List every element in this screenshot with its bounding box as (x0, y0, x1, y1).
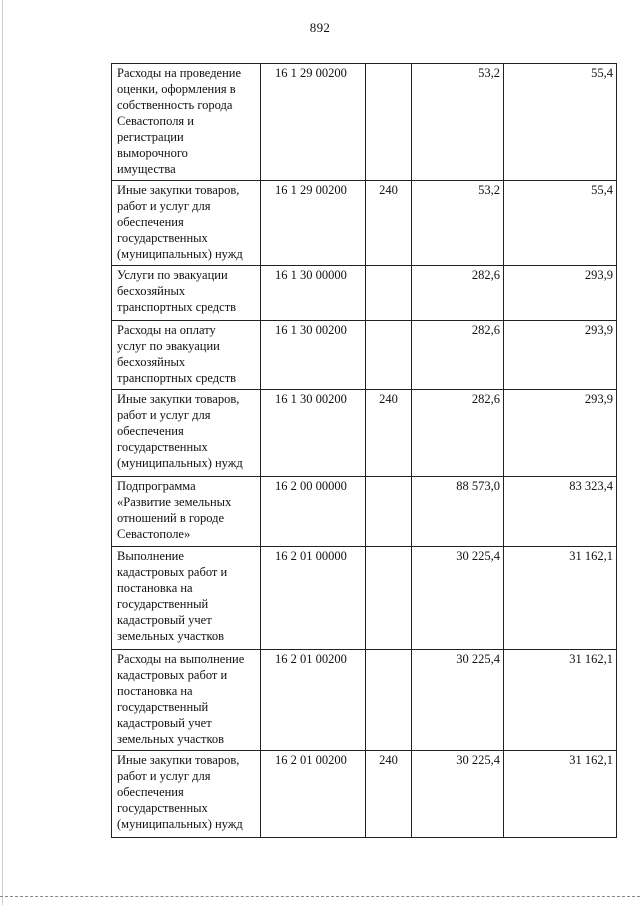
row-value-2: 31 162,1 (504, 547, 617, 650)
row-value-1: 282,6 (412, 321, 504, 390)
table-row (112, 751, 617, 838)
row-name-cell (112, 266, 261, 321)
row-value-2: 55,4 (504, 64, 617, 181)
row-name: Иные закупки товаров, работ и услуг для обеспечения государственных (муниципальных) нужд (117, 392, 243, 470)
row-name: Подпрограмма «Развитие земельных отношений в городе Севастополе» (117, 479, 232, 541)
row-name: Иные закупки товаров, работ и услуг для обеспечения государственных (муниципальных) нужд (117, 753, 243, 831)
row-type: 240 (366, 390, 412, 477)
row-value-1: 30 225,4 (412, 751, 504, 838)
row-value-1: 53,2 (412, 181, 504, 266)
row-value-2: 55,4 (504, 181, 617, 266)
row-code: 16 2 00 00000 (261, 477, 366, 547)
row-name-cell (112, 751, 261, 838)
row-name-cell (112, 477, 261, 547)
row-name-cell (112, 650, 261, 751)
row-value-2: 31 162,1 (504, 650, 617, 751)
budget-table (111, 63, 617, 838)
row-value-1: 88 573,0 (412, 477, 504, 547)
row-name: Расходы на выполнение кадастровых работ и постановка на государственный кадастровый учет земельных участков (117, 652, 245, 746)
table-row (112, 477, 617, 547)
row-type (366, 64, 412, 181)
scan-left-edge (2, 0, 3, 905)
row-value-2: 83 323,4 (504, 477, 617, 547)
row-type (366, 477, 412, 547)
row-value-2: 293,9 (504, 390, 617, 477)
table-row (112, 64, 617, 181)
page-number: 892 (309, 20, 331, 35)
table-row (112, 181, 617, 266)
row-value-1: 282,6 (412, 390, 504, 477)
row-name: Выполнение кадастровых работ и постановка на государственный кадастровый учет земельных участков (117, 549, 228, 643)
row-code: 16 1 30 00200 (261, 321, 366, 390)
row-value-1: 282,6 (412, 266, 504, 321)
row-type: 240 (366, 181, 412, 266)
row-type (366, 547, 412, 650)
table-row (112, 390, 617, 477)
row-type (366, 650, 412, 751)
row-name-cell (112, 321, 261, 390)
scan-bottom-edge (0, 896, 640, 897)
row-name-cell (112, 181, 261, 266)
table-row (112, 266, 617, 321)
row-value-1: 30 225,4 (412, 547, 504, 650)
row-type (366, 266, 412, 321)
row-value-2: 293,9 (504, 266, 617, 321)
row-code: 16 1 30 00200 (261, 390, 366, 477)
row-code: 16 2 01 00200 (261, 751, 366, 838)
row-code: 16 2 01 00000 (261, 547, 366, 650)
table-row (112, 547, 617, 650)
row-name-cell (112, 390, 261, 477)
row-type (366, 321, 412, 390)
row-name: Расходы на проведение оценки, оформления в собственность города Севастополя и регистрации выморочного имущества (117, 66, 242, 176)
row-type: 240 (366, 751, 412, 838)
table-row (112, 650, 617, 751)
row-name: Расходы на оплату услуг по эвакуации бесхозяйных транспортных средств (117, 323, 237, 385)
row-value-2: 293,9 (504, 321, 617, 390)
row-code: 16 1 29 00200 (261, 64, 366, 181)
row-code: 16 2 01 00200 (261, 650, 366, 751)
row-value-2: 31 162,1 (504, 751, 617, 838)
row-code: 16 1 29 00200 (261, 181, 366, 266)
row-name: Услуги по эвакуации бесхозяйных транспортных средств (117, 268, 237, 314)
row-value-1: 30 225,4 (412, 650, 504, 751)
row-value-1: 53,2 (412, 64, 504, 181)
row-name: Иные закупки товаров, работ и услуг для обеспечения государственных (муниципальных) нужд (117, 183, 243, 261)
row-name-cell (112, 64, 261, 181)
row-code: 16 1 30 00000 (261, 266, 366, 321)
row-name-cell (112, 547, 261, 650)
table-row (112, 321, 617, 390)
